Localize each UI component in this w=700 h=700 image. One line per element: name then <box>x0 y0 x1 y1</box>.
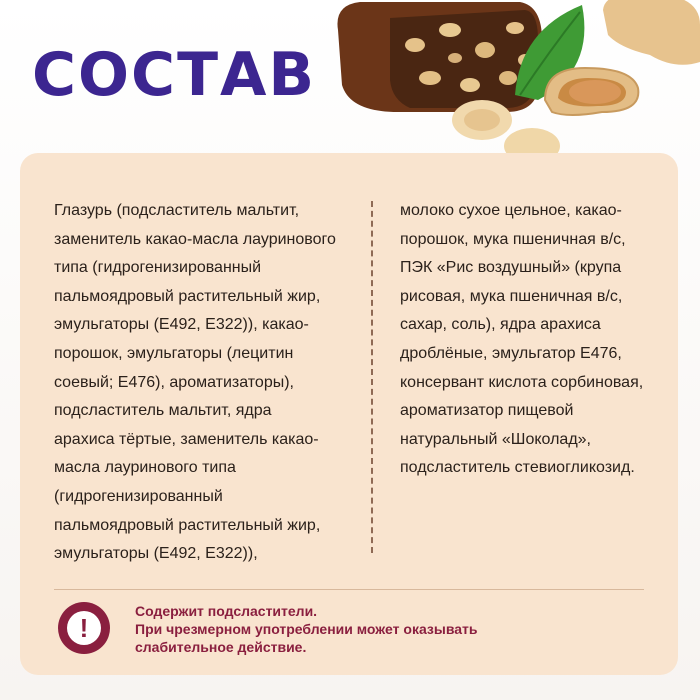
warning-line-2: При чрезмерном употреблении может оказывать <box>135 621 478 637</box>
warning-text <box>135 602 478 656</box>
exclamation-icon: ! <box>67 611 101 645</box>
composition-card <box>20 153 678 675</box>
section-divider <box>54 589 644 590</box>
chocolate-peanut-illustration <box>320 0 700 175</box>
composition-text-right: молоко сухое цельное, какао- порошок, мука пшеничная в/с, ПЭК «Рис воздушный» (крупа рисовая, мука пшеничная в/с, сахар, соль), ядра арахиса дроблёные, эмульгатор Е476, консервант кислота сорбиновая, ароматизатор пищевой натуральный «Шоколад», подсластитель стевиогликозид. <box>400 202 644 477</box>
composition-text-left: Глазурь (подсластитель мальтит, заменитель какао-масла лауринового типа (гидрогенизированный пальмоядровый растительный жир, эмульгаторы (Е492, Е322)), какао- порошок, эмульгаторы (лецитин соевый; Е476), ароматизаторы), подсластитель мальтит, ядра арахиса тёртые, заменитель какао- масла лауринового типа (гидрогенизированный пальмоядровый растительный жир, эмульгаторы (Е492, Е322)), <box>54 202 336 563</box>
page-title: СОСТАВ <box>32 40 317 110</box>
chocolate-candy-image <box>337 2 542 112</box>
column-divider <box>371 201 373 553</box>
warning-icon <box>58 602 110 654</box>
warning-line-1: Содержит подсластители. <box>135 603 318 619</box>
warning-line-3: слабительное действие. <box>135 639 307 655</box>
